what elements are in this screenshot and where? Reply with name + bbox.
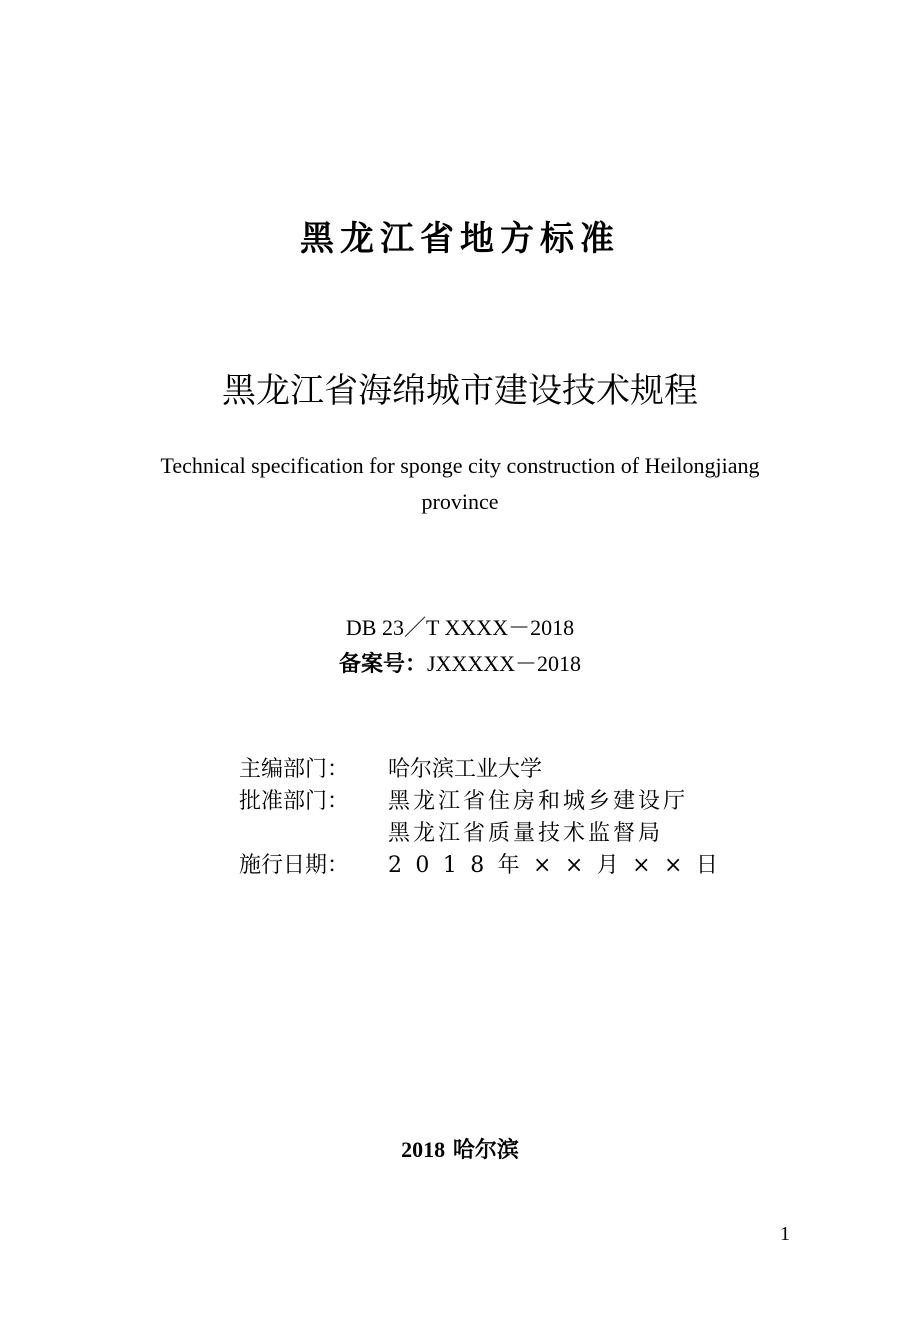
record-number	[0, 648, 920, 681]
publication-place-year	[0, 1134, 920, 1167]
effective-date-label: 施行日期：	[239, 853, 350, 878]
date-char: ×	[632, 853, 651, 878]
editor-value: 哈尔滨工业大学	[388, 757, 543, 782]
record-number-value: JXXXXX－2018	[427, 651, 582, 676]
publication-year: 2018	[401, 1137, 446, 1162]
standard-number: DB 23／T XXXX－2018	[345, 615, 575, 640]
date-char: 2	[388, 853, 402, 878]
date-char: 日	[695, 853, 718, 878]
approver-label: 批准部门：	[239, 789, 350, 814]
approver-value-1: 黑龙江省住房和城乡建设厅	[388, 789, 689, 814]
publication-city: 哈尔滨	[452, 1138, 519, 1163]
date-char: ×	[664, 853, 683, 878]
date-char: 月	[596, 853, 619, 878]
approver-value-2: 黑龙江省质量技术监督局	[388, 821, 664, 846]
date-char: ×	[533, 853, 552, 878]
document-title-en-line-2: province	[421, 489, 499, 514]
date-char: ×	[564, 853, 584, 878]
document-title-en-line-1: Technical specification for sponge city construction of Heilongjiang	[160, 453, 760, 478]
page-number: 1	[780, 1223, 790, 1245]
date-char: 0	[415, 853, 430, 878]
document-title-en	[0, 448, 920, 520]
record-number-label: 备案号：	[338, 652, 427, 677]
editor-label: 主编部门：	[239, 757, 350, 782]
document-title-cn: 黑龙江省海绵城市建设技术规程	[222, 371, 698, 411]
date-char: 年	[497, 853, 520, 878]
date-char: 1	[442, 853, 457, 878]
effective-date-value	[388, 850, 718, 882]
date-char: 8	[470, 853, 485, 878]
standard-category-title: 黑龙江省地方标准	[300, 219, 620, 259]
